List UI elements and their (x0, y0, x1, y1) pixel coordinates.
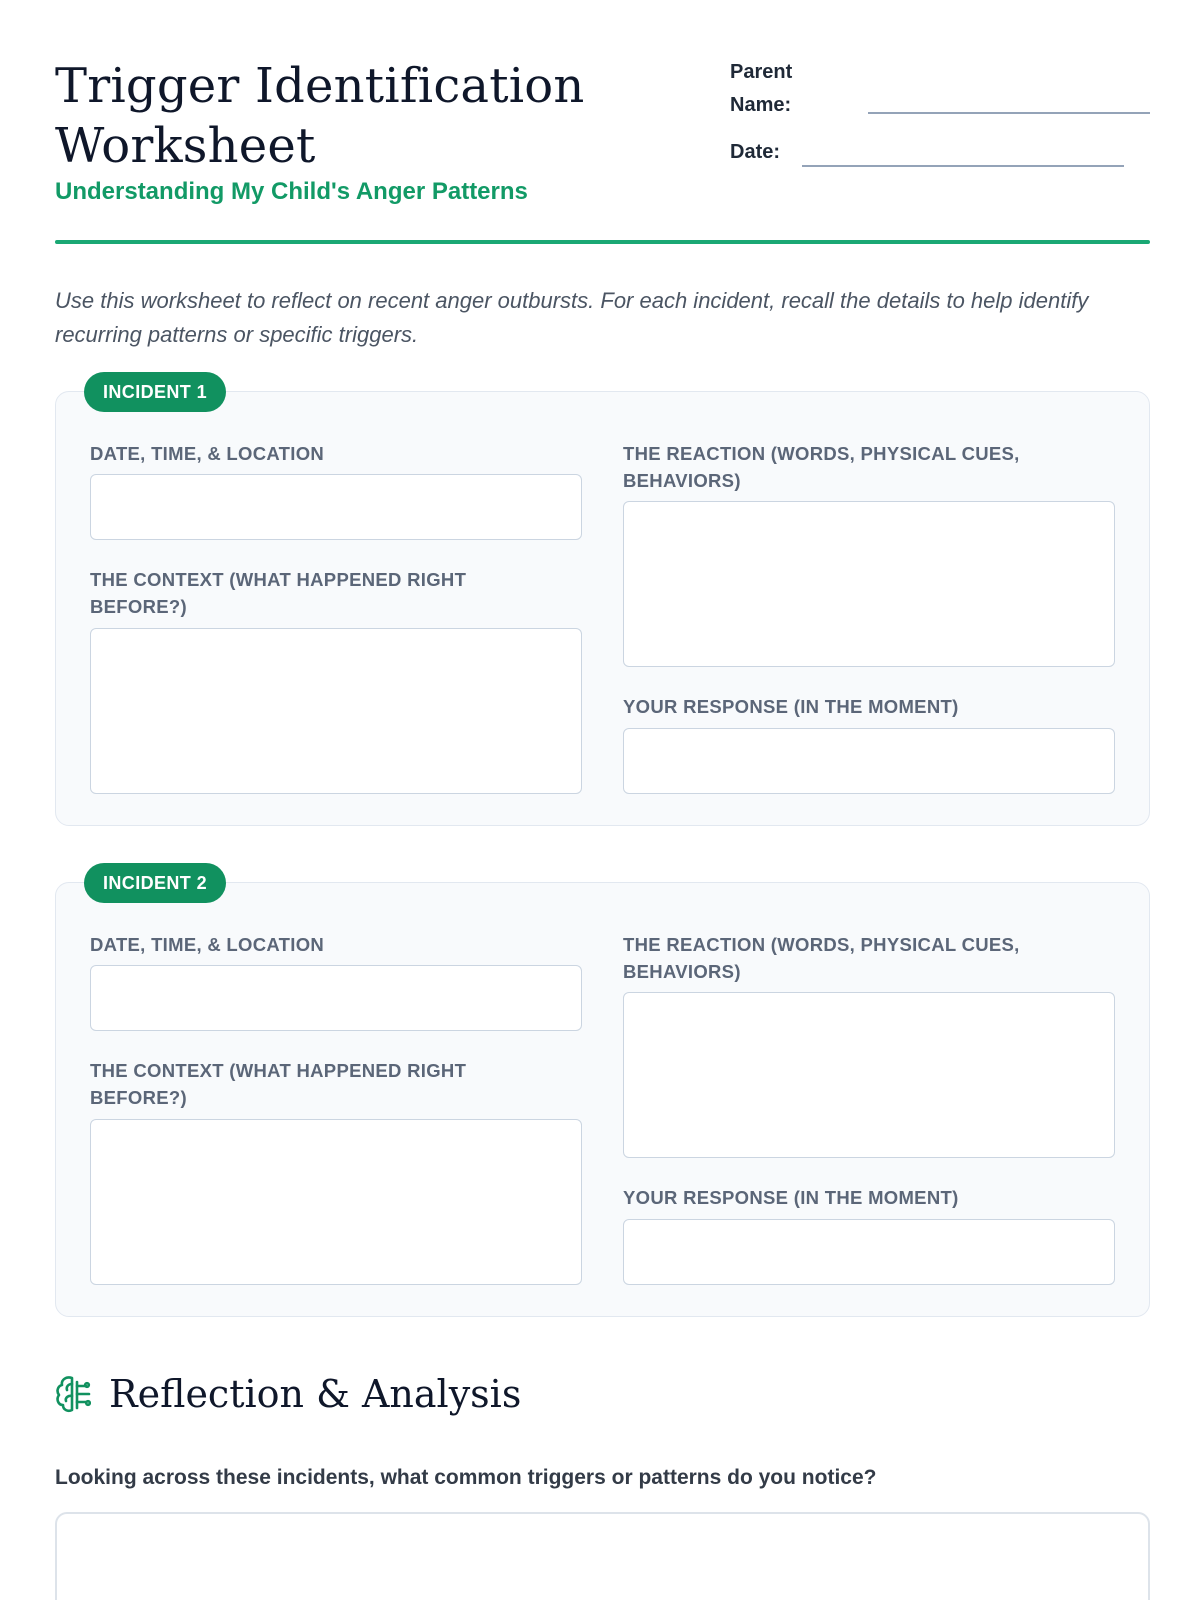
reflection-answer-field[interactable] (55, 1512, 1150, 1600)
reflection-title: Reflection & Analysis (109, 1372, 522, 1416)
date-field[interactable] (802, 165, 1124, 167)
page-title: Trigger Identification Worksheet (55, 58, 585, 174)
parent-name-field[interactable] (868, 112, 1150, 114)
date-time-location-label: DATE, TIME, & LOCATION (90, 934, 325, 955)
worksheet-header (55, 56, 1150, 246)
header-divider (55, 240, 1150, 244)
response-field[interactable] (623, 728, 1115, 794)
date-time-location-field[interactable] (90, 965, 582, 1031)
response-field[interactable] (623, 1219, 1115, 1285)
reflection-question: Looking across these incidents, what common triggers or patterns do you notice? (55, 1466, 877, 1489)
date-time-location-field[interactable] (90, 474, 582, 540)
response-label: YOUR RESPONSE (IN THE MOMENT) (623, 696, 959, 717)
brain-icon (55, 1374, 91, 1414)
context-label: THE CONTEXT (WHAT HAPPENED RIGHT BEFORE?) (90, 569, 467, 617)
response-label: YOUR RESPONSE (IN THE MOMENT) (623, 1187, 959, 1208)
parent-name-label: Parent Name: (730, 61, 793, 116)
reflection-heading (55, 1372, 521, 1416)
date-label: Date: (730, 141, 781, 163)
intro-text: Use this worksheet to reflect on recent anger outbursts. For each incident, recall the details to help identify recurring patterns or specific triggers. (55, 288, 1089, 347)
reaction-label: THE REACTION (WORDS, PHYSICAL CUES, BEHAVIORS) (623, 934, 1020, 982)
incident-badge: INCIDENT 2 (84, 863, 226, 903)
date-row (730, 136, 1150, 169)
context-field[interactable] (90, 628, 582, 794)
date-time-location-label: DATE, TIME, & LOCATION (90, 443, 325, 464)
reaction-field[interactable] (623, 992, 1115, 1158)
incident-card-2 (55, 873, 1150, 1317)
page-subtitle: Understanding My Child's Anger Patterns (55, 178, 528, 205)
meta-fields (730, 56, 1150, 169)
reaction-label: THE REACTION (WORDS, PHYSICAL CUES, BEHAVIORS) (623, 443, 1020, 491)
parent-name-row (730, 56, 1150, 122)
reaction-field[interactable] (623, 501, 1115, 667)
context-label: THE CONTEXT (WHAT HAPPENED RIGHT BEFORE?) (90, 1060, 467, 1108)
incident-badge: INCIDENT 1 (84, 372, 226, 412)
incident-card-1 (55, 382, 1150, 826)
context-field[interactable] (90, 1119, 582, 1285)
